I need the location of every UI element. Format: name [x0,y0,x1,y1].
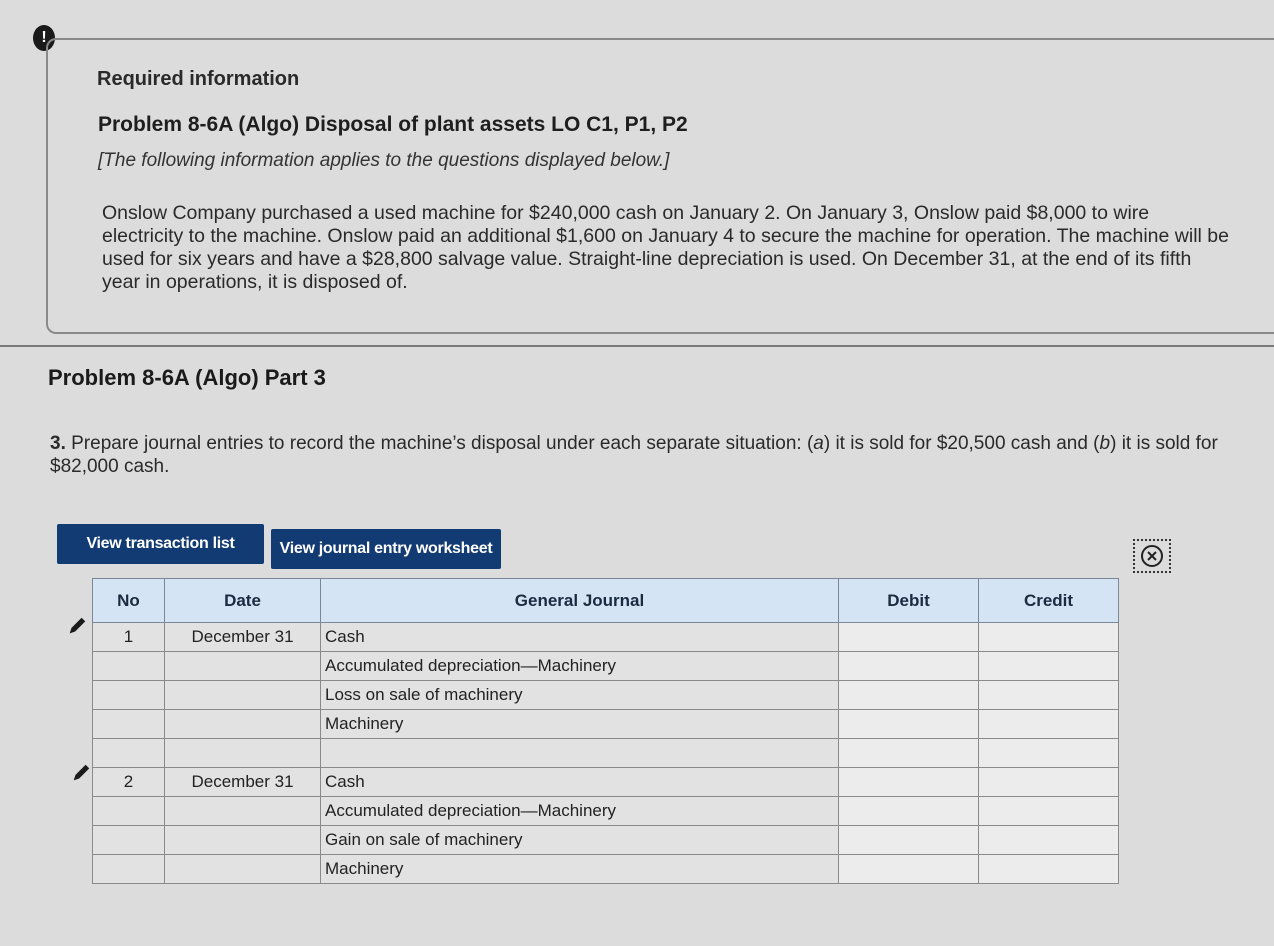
table-row [93,710,1119,739]
debit-input[interactable] [839,652,979,681]
required-information-title: Required information [97,68,300,90]
info-note: [The following information applies to the questions displayed below.] [98,150,670,171]
question-part-1: Prepare journal entries to record the machine’s disposal under each separate situation: ( [65,433,814,454]
question-number: 3. [50,433,66,454]
account-cell[interactable]: Accumulated depreciation—Machinery [321,797,839,826]
entry-no-empty [93,710,165,739]
credit-input[interactable] [979,739,1119,768]
table-row [93,797,1119,826]
debit-input[interactable] [839,797,979,826]
debit-input[interactable] [839,710,979,739]
entry-date-empty [165,855,321,884]
debit-input[interactable] [839,623,979,652]
entry-date-empty [165,797,321,826]
table-row [93,739,1119,768]
header-credit: Credit [979,579,1119,623]
part-title: Problem 8-6A (Algo) Part 3 [48,365,326,390]
question-text [50,432,1250,478]
alert-icon: ! [33,25,55,51]
question-label-b: b [1099,433,1111,454]
edit-entry-1-pencil-icon[interactable] [66,615,88,637]
account-cell[interactable]: Machinery [321,855,839,884]
credit-input[interactable] [979,768,1119,797]
account-cell[interactable]: Accumulated depreciation—Machinery [321,652,839,681]
credit-input[interactable] [979,797,1119,826]
problem-title: Problem 8-6A (Algo) Disposal of plant assets LO C1, P1, P2 [98,113,688,136]
credit-input[interactable] [979,681,1119,710]
entry-no-empty [93,797,165,826]
table-row [93,652,1119,681]
header-no: No [93,579,165,623]
account-cell[interactable] [321,739,839,768]
header-general-journal: General Journal [321,579,839,623]
debit-input[interactable] [839,681,979,710]
entry-no: 2 [93,768,165,797]
credit-input[interactable] [979,826,1119,855]
entry-date-empty [165,826,321,855]
entry-date-empty [165,739,321,768]
entry-no-empty [93,681,165,710]
debit-input[interactable] [839,739,979,768]
entry-no-empty [93,739,165,768]
debit-input[interactable] [839,855,979,884]
entry-no-empty [93,826,165,855]
journal-header-row [93,579,1119,623]
credit-input[interactable] [979,710,1119,739]
account-cell[interactable]: Loss on sale of machinery [321,681,839,710]
entry-date-empty [165,652,321,681]
entry-date-empty [165,710,321,739]
entry-date: December 31 [165,768,321,797]
header-debit: Debit [839,579,979,623]
credit-input[interactable] [979,652,1119,681]
entry-no: 1 [93,623,165,652]
scenario-text: Onslow Company purchased a used machine for $240,000 cash on January 2. On January 3, Onslow paid $8,000 to wire electricity to the machine. Onslow paid an additional $1,600 on January 4 to secure the machine for operation. The machine will be used for six years and have a $28,800 salvage value. Straight-line depreciation is used. On December 31, at the end of its fifth year in operations, it is disposed of. [102,202,1229,293]
credit-input[interactable] [979,855,1119,884]
account-cell[interactable]: Cash [321,768,839,797]
table-row [93,768,1119,797]
question-part-2: ) it is sold for $20,500 cash and ( [823,433,1100,454]
debit-input[interactable] [839,768,979,797]
table-row [93,681,1119,710]
header-date: Date [165,579,321,623]
entry-no-empty [93,652,165,681]
account-cell[interactable]: Gain on sale of machinery [321,826,839,855]
entry-date: December 31 [165,623,321,652]
view-transaction-list-button[interactable]: View transaction list [57,524,264,564]
question-part-3: ) it is sold for $82,000 cash. [50,433,1218,477]
question-label-a: a [813,433,824,454]
debit-input[interactable] [839,826,979,855]
table-row [93,855,1119,884]
edit-entry-2-pencil-icon[interactable] [70,762,92,784]
account-cell[interactable]: Machinery [321,710,839,739]
account-cell[interactable]: Cash [321,623,839,652]
general-journal-table [92,578,1119,884]
table-row [93,623,1119,652]
entry-date-empty [165,681,321,710]
section-divider [0,345,1274,347]
close-circle-icon [1140,544,1164,568]
table-row [93,826,1119,855]
close-icon[interactable] [1133,539,1171,573]
credit-input[interactable] [979,623,1119,652]
view-journal-entry-worksheet-button[interactable]: View journal entry worksheet [271,529,501,569]
entry-no-empty [93,855,165,884]
